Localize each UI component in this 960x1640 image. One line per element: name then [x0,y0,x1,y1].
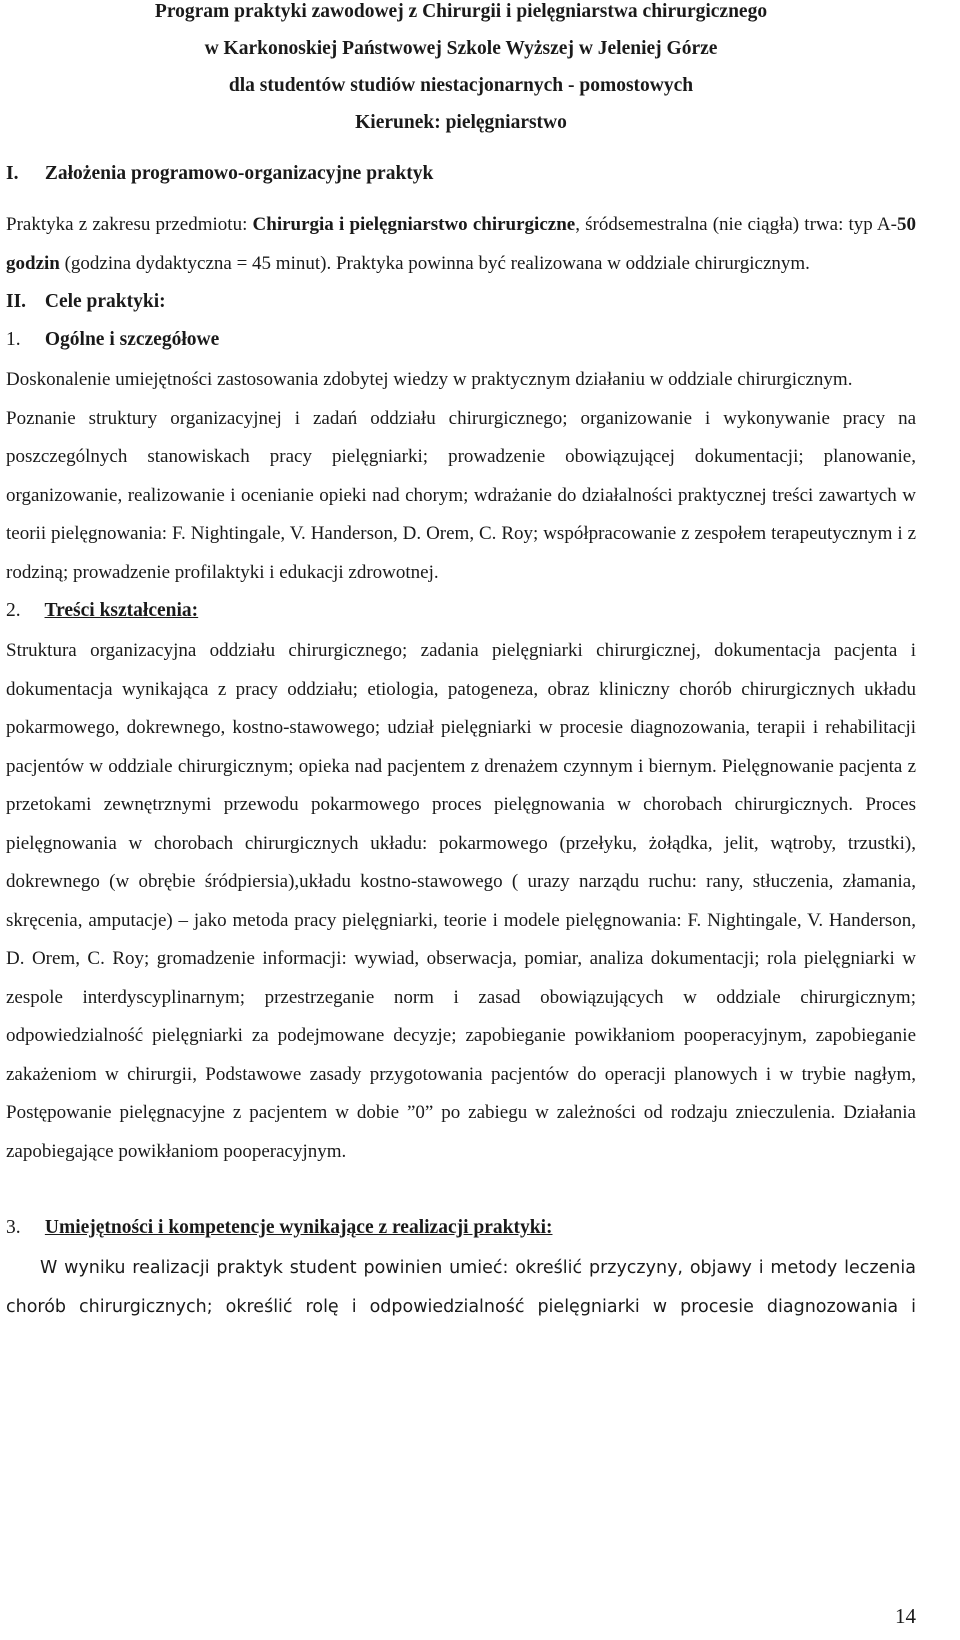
header-institution-line: w Karkonoskiej Państwowej Szkole Wyższej w Jeleniej Górze [204,38,718,59]
subsection-2-heading [6,592,916,630]
subsection-2-number: 2. [6,600,21,621]
header-audience-line: dla studentów studiów niestacjonarnych - pomostowych [228,75,694,96]
subsection-1-heading [6,321,916,359]
section-1-heading [6,155,916,193]
page-number: 14 [895,1604,916,1628]
section-1-subject: Chirurgia i pielęgniarstwo chirurgiczne [252,214,576,235]
section-1-number: I. [6,163,19,184]
header-major-line: Kierunek: pielęgniarstwo [355,112,567,133]
section-2-number: II. [6,291,27,312]
section-1-title: Założenia programowo-organizacyjne praktyk [44,163,434,184]
section-1-text-prefix: Praktyka z zakresu przedmiotu: [6,214,253,235]
section-1-hours: 50 godzin [6,214,916,274]
section-2-title: Cele praktyki: [44,291,166,312]
subsection-1-title: Ogólne i szczegółowe [44,329,220,350]
section-1-text-mid: , śródsemestralna (nie ciągła) trwa: typ A- [575,214,897,235]
goals-paragraph-1: Doskonalenie umiejętności zastosowania zdobytej wiedzy w praktycznym działaniu w oddziale chirurgicznym. [6,369,853,390]
skills-paragraph: W wyniku realizacji praktyk student powinien umieć: określić przyczyny, objawy i metody leczenia chorób chirurgicznych; określić rolę i odpowiedzialność pielęgniarki w procesie diagnozowania i [6,1258,916,1317]
subsection-2-title: Treści kształcenia: [44,600,199,621]
subsection-3-heading [6,1209,916,1247]
section-1-paragraph [6,206,916,283]
content-paragraph: Struktura organizacyjna oddziału chirurgicznego; zadania pielęgniarki chirurgicznej, dokumentacja pacjenta i dokumentacja wynikająca z pracy oddziału; etiologia, patogeneza, obraz kliniczny chorób chirurgicznych układu pokarmowego, dokrewnego, kostno-stawowego; udział pielęgniarki w procesie diagnozowania, terapii i rehabilitacji pacjentów w oddziale chirurgicznym; opieka nad pacjentem z drenażem czynnym i biernym. Pielęgnowanie pacjenta z przetokami zewnętrznymi przewodu pokarmowego proces pielęgnowania w chorobach chirurgicznych. Proces pielęgnowania w chorobach chirurgicznych układu: pokarmowego (przełyku, żołądka, jelit, wątroby, trzustki), dokrewnego (w obrębie śródpiersia),układu kostno-stawowego ( urazy narządu ruchu: rany, stłuczenia, złamania, skręcenia, amputacje) – jako metoda pracy pielęgniarki, teorie i modele pielęgnowania: F. Nightingale, V. Handerson, D. Orem, C. Roy; gromadzenie informacji: wywiad, obserwacja, pomiar, analiza dokumentacji; rola pielęgniarki w zespole interdyscyplinarnym; przestrzeganie norm i zasad obowiązujących w oddziale chirurgicznym; odpowiedzialność pielęgniarki za podejmowane decyzje; zapobieganie powikłaniom pooperacyjnym, zapobieganie zakażeniom w chirurgii, Podstawowe zasady przygotowania pacjentów do operacji planowych i w trybie nagłym, Postępowanie pielęgnacyjne z pacjentem w dobie ”0” po zabiegu w zależności od rodzaju znieczulenia. Działania zapobiegające powikłaniom pooperacyjnym. [6,640,916,1162]
section-1-text-suffix: (godzina dydaktyczna = 45 minut). Praktyka powinna być realizowana w oddziale chirurgicznym. [59,252,810,274]
document-page [6,0,916,1326]
subsection-3-title: Umiejętności i kompetencje wynikające z realizacji praktyki: [44,1217,553,1238]
goals-paragraph-2: Poznanie struktury organizacyjnej i zadań oddziału chirurgicznego; organizowanie i wykonywanie pracy na poszczególnych stanowiskach pracy pielęgniarki; prowadzenie obowiązującej dokumentacji; planowanie, organizowanie, realizowanie i ocenianie opieki nad chorym; wdrażanie do działalności praktycznej treści zawartych w teorii pielęgnowania: F. Nightingale, V. Handerson, D. Orem, C. Roy; współpracowanie z zespołem terapeutycznym i z rodziną; prowadzenie profilaktyki i edukacji zdrowotnej. [6,407,916,583]
subsection-3-number: 3. [6,1217,21,1238]
header-title-line: Program praktyki zawodowej z Chirurgii i pielęgniarstwa chirurgicznego [154,1,768,22]
subsection-1-number: 1. [6,329,21,350]
blank-line [6,1171,916,1209]
document-header [6,0,916,141]
section-2-heading [6,283,916,321]
